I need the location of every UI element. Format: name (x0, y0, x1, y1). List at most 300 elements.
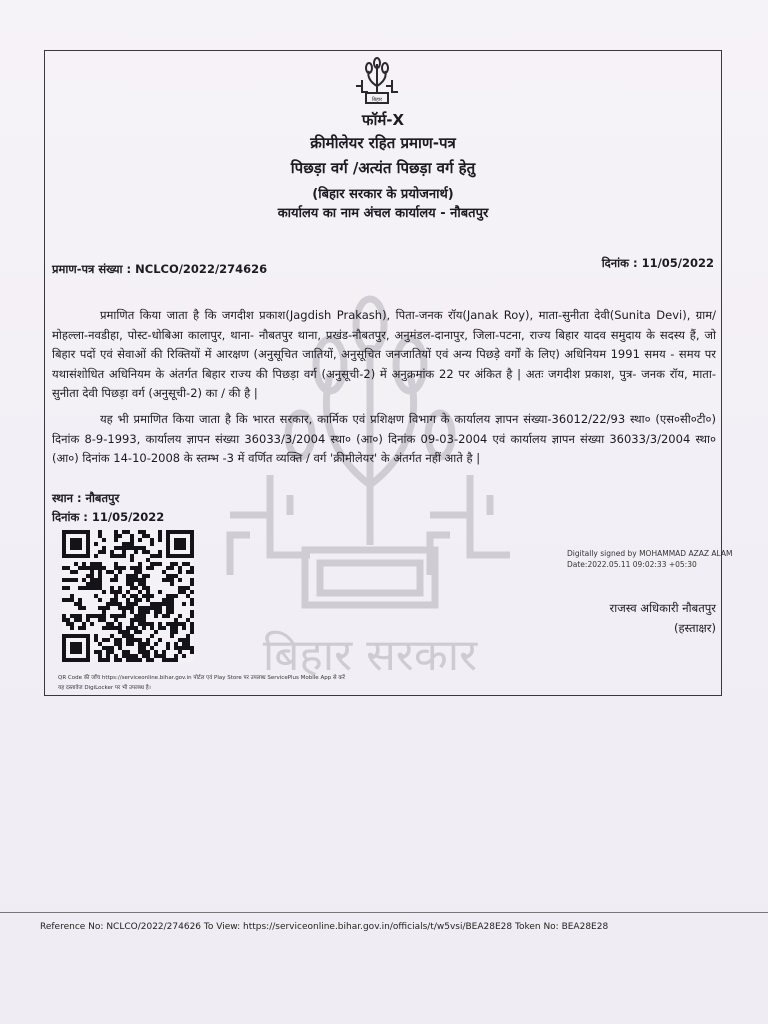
qr-module (166, 542, 170, 546)
qr-module (126, 634, 130, 638)
qr-module (110, 570, 114, 574)
qr-module (166, 602, 170, 606)
qr-module (138, 610, 142, 614)
qr-module (66, 530, 70, 534)
qr-module (150, 542, 154, 546)
qr-module (118, 606, 122, 610)
qr-module (122, 606, 126, 610)
qr-module (62, 578, 66, 582)
qr-module (86, 614, 90, 618)
qr-module (130, 574, 134, 578)
qr-module (98, 566, 102, 570)
qr-module (66, 622, 70, 626)
qr-module (74, 546, 78, 550)
qr-module (138, 606, 142, 610)
qr-module (90, 570, 94, 574)
qr-module (110, 554, 114, 558)
qr-module (98, 562, 102, 566)
qr-module (86, 634, 90, 638)
qr-module (102, 658, 106, 662)
qr-module (74, 646, 78, 650)
qr-module (126, 658, 130, 662)
qr-module (126, 650, 130, 654)
qr-module (158, 606, 162, 610)
qr-module (142, 622, 146, 626)
qr-module (130, 634, 134, 638)
digital-signature-signer: Digitally signed by MOHAMMAD AZAZ ALAM (567, 549, 733, 558)
qr-module (190, 598, 194, 602)
qr-module (110, 586, 114, 590)
qr-module (122, 566, 126, 570)
qr-module (190, 602, 194, 606)
qr-module (186, 618, 190, 622)
qr-module (130, 642, 134, 646)
qr-module (70, 658, 74, 662)
qr-module (94, 542, 98, 546)
qr-module (122, 654, 126, 658)
footer-divider (0, 912, 768, 913)
qr-module (122, 546, 126, 550)
qr-module (114, 562, 118, 566)
qr-module (82, 578, 86, 582)
qr-module (134, 638, 138, 642)
qr-module (130, 638, 134, 642)
qr-module (70, 614, 74, 618)
qr-module (122, 630, 126, 634)
qr-module (142, 578, 146, 582)
qr-module (78, 650, 82, 654)
qr-module (174, 530, 178, 534)
qr-module (82, 606, 86, 610)
qr-module (122, 554, 126, 558)
svg-text:बिहार: बिहार (371, 97, 383, 103)
qr-module (182, 654, 186, 658)
qr-module (166, 646, 170, 650)
qr-module (170, 594, 174, 598)
qr-module (138, 646, 142, 650)
qr-module (142, 646, 146, 650)
qr-module (118, 586, 122, 590)
qr-module (98, 658, 102, 662)
qr-module (166, 606, 170, 610)
qr-module (190, 542, 194, 546)
qr-module (138, 638, 142, 642)
qr-module (190, 650, 194, 654)
qr-module (162, 650, 166, 654)
qr-module (94, 578, 98, 582)
qr-module (154, 630, 158, 634)
qr-module (78, 602, 82, 606)
qr-module (70, 570, 74, 574)
qr-module (82, 566, 86, 570)
qr-module (150, 554, 154, 558)
qr-module (190, 546, 194, 550)
certificate-number: प्रमाण-पत्र संख्या : NCLCO/2022/274626 (52, 262, 268, 276)
qr-module (150, 634, 154, 638)
qr-module (114, 566, 118, 570)
qr-module (134, 550, 138, 554)
qr-module (90, 566, 94, 570)
qr-module (178, 570, 182, 574)
qr-module (74, 562, 78, 566)
qr-module (118, 566, 122, 570)
qr-module (158, 562, 162, 566)
qr-module (190, 626, 194, 630)
qr-module (126, 630, 130, 634)
qr-module (142, 610, 146, 614)
qr-module (118, 638, 122, 642)
qr-module (134, 566, 138, 570)
qr-module (178, 650, 182, 654)
qr-module (126, 582, 130, 586)
qr-module (130, 594, 134, 598)
qr-module (118, 602, 122, 606)
qr-module (94, 638, 98, 642)
qr-module (170, 610, 174, 614)
qr-module (178, 638, 182, 642)
qr-module (170, 626, 174, 630)
qr-module (62, 598, 66, 602)
qr-module (110, 622, 114, 626)
qr-code[interactable] (62, 530, 194, 662)
qr-module (78, 646, 82, 650)
qr-module (162, 654, 166, 658)
office-name: कार्यालय का नाम अंचल कार्यालय - नौबतपुर (277, 206, 489, 221)
qr-module (86, 550, 90, 554)
qr-module (146, 606, 150, 610)
qr-module (118, 590, 122, 594)
qr-module (170, 622, 174, 626)
qr-module (102, 618, 106, 622)
qr-module (114, 594, 118, 598)
qr-module (106, 570, 110, 574)
qr-module (146, 566, 150, 570)
qr-module (82, 626, 86, 630)
qr-module (130, 542, 134, 546)
qr-module (118, 630, 122, 634)
qr-module (166, 610, 170, 614)
qr-module (70, 554, 74, 558)
qr-module (170, 658, 174, 662)
qr-module (114, 602, 118, 606)
form-number: फॉर्म-X (361, 111, 405, 129)
qr-module (122, 634, 126, 638)
qr-module (146, 586, 150, 590)
qr-module (166, 578, 170, 582)
qr-module (130, 566, 134, 570)
qr-module (62, 546, 66, 550)
qr-module (70, 634, 74, 638)
qr-module (130, 626, 134, 630)
qr-module (130, 582, 134, 586)
qr-module (62, 586, 66, 590)
qr-module (74, 634, 78, 638)
qr-module (122, 650, 126, 654)
qr-module (114, 614, 118, 618)
qr-module (118, 646, 122, 650)
qr-module (170, 578, 174, 582)
qr-module (138, 562, 142, 566)
qr-module (186, 594, 190, 598)
qr-module (110, 614, 114, 618)
qr-module (82, 634, 86, 638)
qr-module (70, 598, 74, 602)
officer-block (610, 598, 716, 638)
qr-module (146, 558, 150, 562)
qr-module (170, 530, 174, 534)
qr-module (122, 594, 126, 598)
qr-module (186, 570, 190, 574)
qr-module (138, 598, 142, 602)
qr-module (70, 530, 74, 534)
qr-module (98, 530, 102, 534)
qr-module (178, 614, 182, 618)
qr-module (142, 654, 146, 658)
qr-module (154, 650, 158, 654)
qr-module (142, 650, 146, 654)
qr-module (82, 530, 86, 534)
qr-module (110, 646, 114, 650)
qr-module (78, 598, 82, 602)
qr-module (134, 546, 138, 550)
qr-module (86, 574, 90, 578)
certificate-subtitle: पिछड़ा वर्ग /अत्यंत पिछड़ा वर्ग हेतु (290, 159, 476, 177)
qr-module (162, 602, 166, 606)
qr-module (134, 630, 138, 634)
qr-module (78, 642, 82, 646)
qr-module (122, 542, 126, 546)
qr-module (114, 658, 118, 662)
qr-module (114, 538, 118, 542)
qr-module (98, 550, 102, 554)
qr-module (86, 546, 90, 550)
qr-module (182, 562, 186, 566)
qr-module (174, 654, 178, 658)
qr-module (70, 622, 74, 626)
qr-module (94, 554, 98, 558)
qr-module (138, 650, 142, 654)
qr-module (102, 646, 106, 650)
qr-module (78, 626, 82, 630)
qr-module (134, 626, 138, 630)
qr-module (182, 530, 186, 534)
body-paragraph-2: यह भी प्रमाणित किया जाता है कि भारत सरकार, कार्मिक एवं प्रशिक्षण विभाग के कार्यालय ज्ञापन संख्या-36012/22/93 स्था० (एस०सी०टी०) दिनांक 8-9-1993, कार्यालय ज्ञापन संख्या 36033/3/2004 स्था० (आ०) दिनांक 09-03-2004 एवं कार्यालय ज्ञापन संख्या 36033/3/2004 स्था० (आ०) दिनांक 14-10-2008 के स्तम्भ -3 में वर्णित व्यक्ति / वर्ग 'क्रीमीलेयर' के अंतर्गत नहीं आते है | (52, 412, 716, 465)
qr-module (134, 654, 138, 658)
qr-module (174, 642, 178, 646)
qr-module (174, 630, 178, 634)
qr-module (154, 562, 158, 566)
qr-module (90, 582, 94, 586)
qr-module (130, 610, 134, 614)
qr-module (122, 550, 126, 554)
qr-module (158, 590, 162, 594)
qr-module (90, 586, 94, 590)
qr-module (190, 530, 194, 534)
qr-module (146, 534, 150, 538)
qr-module (150, 538, 154, 542)
qr-module (122, 530, 126, 534)
qr-module (114, 534, 118, 538)
qr-module (118, 622, 122, 626)
qr-module (62, 634, 66, 638)
qr-module (110, 634, 114, 638)
qr-module (98, 570, 102, 574)
qr-module (178, 566, 182, 570)
qr-module (94, 566, 98, 570)
qr-module (174, 594, 178, 598)
qr-module (98, 574, 102, 578)
qr-module (178, 586, 182, 590)
officer-title: राजस्व अधिकारी नौबतपुर (609, 601, 716, 615)
qr-module (158, 622, 162, 626)
qr-module (90, 622, 94, 626)
qr-module (86, 658, 90, 662)
qr-module (158, 534, 162, 538)
qr-module (146, 594, 150, 598)
qr-module (174, 618, 178, 622)
qr-module (150, 562, 154, 566)
qr-module (126, 602, 130, 606)
qr-module (74, 602, 78, 606)
qr-module (82, 658, 86, 662)
qr-module (162, 658, 166, 662)
qr-module (182, 546, 186, 550)
certificate-purpose: (बिहार सरकार के प्रयोजनार्थ) (312, 187, 454, 202)
qr-module (74, 542, 78, 546)
qr-module (86, 582, 90, 586)
qr-module (94, 594, 98, 598)
qr-module (110, 598, 114, 602)
qr-module (146, 610, 150, 614)
qr-module (190, 570, 194, 574)
qr-module (138, 590, 142, 594)
qr-module (162, 614, 166, 618)
qr-module (178, 554, 182, 558)
qr-module (138, 566, 142, 570)
qr-module (170, 606, 174, 610)
qr-module (178, 530, 182, 534)
qr-module (66, 658, 70, 662)
qr-module (86, 638, 90, 642)
qr-module (130, 546, 134, 550)
qr-module (70, 542, 74, 546)
qr-module (126, 654, 130, 658)
qr-module (190, 582, 194, 586)
qr-module (78, 542, 82, 546)
qr-module (130, 658, 134, 662)
qr-module (74, 642, 78, 646)
qr-module (62, 554, 66, 558)
qr-module (94, 582, 98, 586)
qr-module (142, 642, 146, 646)
qr-module (138, 642, 142, 646)
qr-module (162, 570, 166, 574)
qr-module (86, 646, 90, 650)
qr-module (146, 598, 150, 602)
qr-module (62, 566, 66, 570)
qr-module (110, 590, 114, 594)
qr-module (154, 642, 158, 646)
qr-module (130, 622, 134, 626)
qr-module (170, 630, 174, 634)
qr-module (70, 546, 74, 550)
place-date-label: दिनांक : 11/05/2022 (52, 510, 165, 524)
qr-module (126, 626, 130, 630)
qr-module (182, 602, 186, 606)
qr-module (82, 622, 86, 626)
qr-module (174, 622, 178, 626)
qr-module (126, 642, 130, 646)
qr-module (66, 566, 70, 570)
qr-module (98, 586, 102, 590)
qr-module (114, 642, 118, 646)
qr-module (138, 614, 142, 618)
qr-note (58, 673, 345, 693)
qr-module (190, 646, 194, 650)
qr-module (174, 546, 178, 550)
qr-module (142, 574, 146, 578)
qr-module (86, 618, 90, 622)
qr-module (66, 586, 70, 590)
qr-module (138, 570, 142, 574)
qr-module (90, 574, 94, 578)
qr-module (126, 546, 130, 550)
qr-module (182, 586, 186, 590)
qr-module (126, 590, 130, 594)
qr-module (158, 602, 162, 606)
qr-module (134, 658, 138, 662)
qr-module (134, 594, 138, 598)
qr-module (78, 606, 82, 610)
qr-module (186, 638, 190, 642)
qr-module (62, 650, 66, 654)
qr-module (190, 610, 194, 614)
qr-module (130, 538, 134, 542)
qr-module (70, 626, 74, 630)
qr-module (78, 634, 82, 638)
qr-module (98, 650, 102, 654)
qr-module (74, 650, 78, 654)
qr-module (94, 634, 98, 638)
qr-note-line-1: QR Code की जाँच https://serviceonline.bihar.gov.in पोर्टल एवं Play Store पर उपलब्ध ServicePlus Mobile App से करें (58, 675, 345, 681)
qr-module (142, 546, 146, 550)
qr-module (166, 534, 170, 538)
qr-module (102, 550, 106, 554)
qr-module (114, 598, 118, 602)
qr-module (106, 654, 110, 658)
qr-module (94, 650, 98, 654)
qr-module (106, 606, 110, 610)
qr-module (158, 654, 162, 658)
qr-module (126, 578, 130, 582)
qr-module (182, 626, 186, 630)
qr-module (186, 642, 190, 646)
qr-module (90, 614, 94, 618)
qr-module (126, 638, 130, 642)
qr-module (118, 614, 122, 618)
qr-module (102, 546, 106, 550)
qr-module (66, 598, 70, 602)
qr-module (190, 614, 194, 618)
qr-module (78, 530, 82, 534)
qr-module (186, 554, 190, 558)
qr-module (138, 622, 142, 626)
qr-module (166, 538, 170, 542)
qr-module (154, 654, 158, 658)
qr-module (150, 566, 154, 570)
qr-module (102, 610, 106, 614)
qr-module (62, 530, 66, 534)
